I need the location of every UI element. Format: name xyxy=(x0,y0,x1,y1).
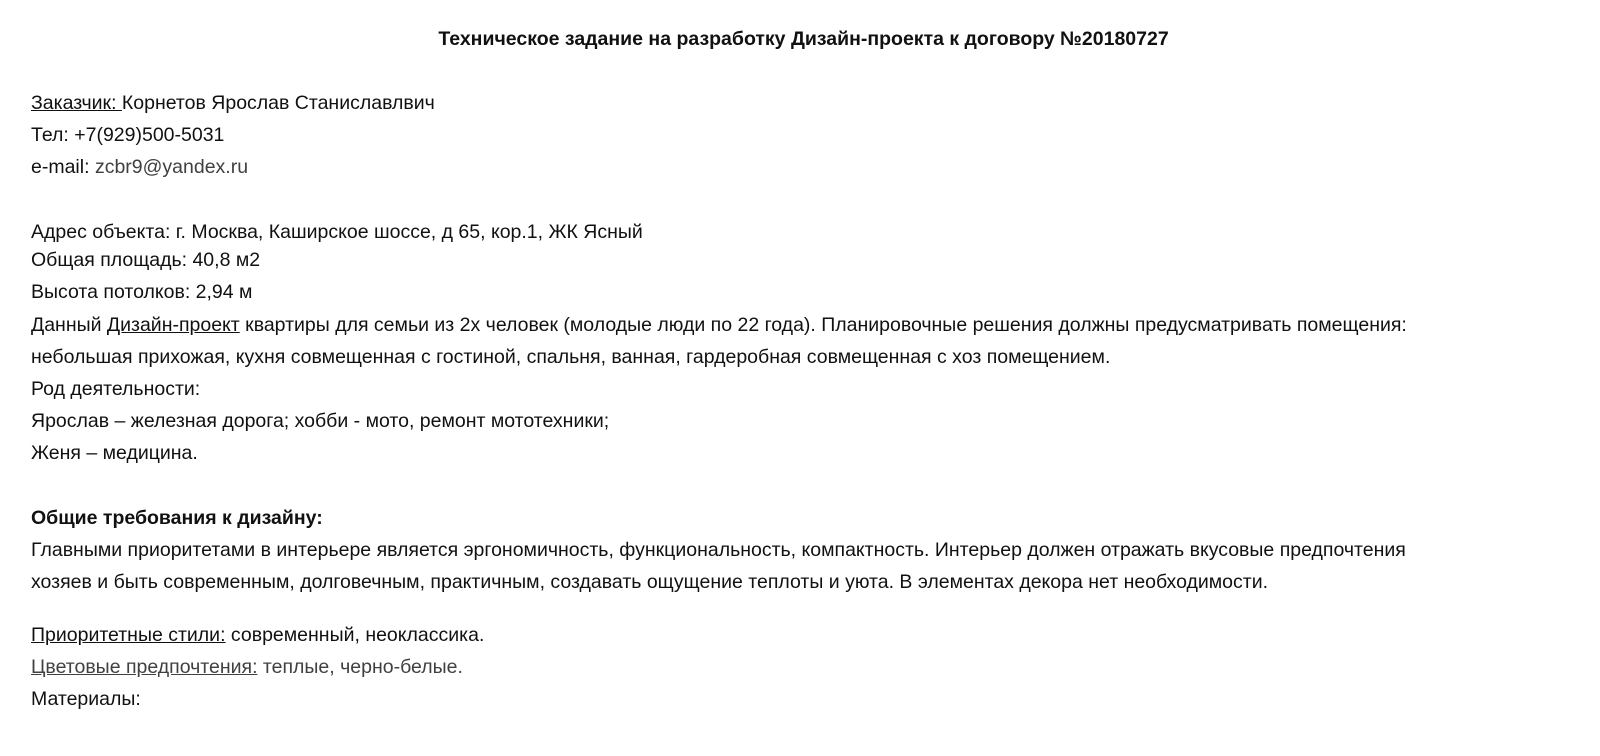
description-start: Данный xyxy=(31,314,107,336)
object-ceiling: Высота потолков: 2,94 м xyxy=(31,281,253,303)
requirements-paragraph-2: хозяев и быть современным, долговечным, практичным, создавать ощущение теплоты и уюта. В элементах декора нет необходимости. xyxy=(31,571,1269,593)
description-rest: квартиры для семьи из 2х человек (молодые люди по 22 года). Планировочные решения должны предусматривать помещения: xyxy=(239,314,1407,336)
customer-label: Заказчик: xyxy=(31,92,122,114)
occupation-1: Ярослав – железная дорога; хобби - мото, ремонт мототехники; xyxy=(31,410,610,432)
customer-email-line xyxy=(31,155,248,179)
customer-name: Корнетов Ярослав Станиславлвич xyxy=(121,92,435,114)
styles-value: современный, неоклассика. xyxy=(225,624,485,646)
document-title: Техническое задание на разработку Дизайн-проекта к договору №20180727 xyxy=(438,28,1169,50)
customer-line xyxy=(31,91,435,115)
email-value: zcbr9@yandex.ru xyxy=(94,156,249,178)
requirements-paragraph-1: Главными приоритетами в интерьере является эргономичность, функциональность, компактность. Интерьер должен отражать вкусовые предпочтения xyxy=(31,539,1406,561)
email-label: e-mail: xyxy=(31,156,95,178)
materials-label: Материалы: xyxy=(31,688,141,710)
customer-phone: Тел: +7(929)500-5031 xyxy=(31,124,225,146)
description-paragraph-2: небольшая прихожая, кухня совмещенная с гостиной, спальня, ванная, гардеробная совмещенная с хоз помещением. xyxy=(31,346,1111,368)
colors-value: теплые, черно-белые. xyxy=(257,656,463,678)
requirements-heading: Общие требования к дизайну: xyxy=(31,507,323,529)
styles-line xyxy=(31,623,484,647)
object-address: Адрес объекта: г. Москва, Каширское шоссе, д 65, кор.1, ЖК Ясный xyxy=(31,221,643,243)
occupation-2: Женя – медицина. xyxy=(31,442,198,464)
colors-line xyxy=(31,655,463,679)
description-paragraph-1 xyxy=(31,313,1407,337)
styles-label: Приоритетные стили: xyxy=(31,624,226,646)
colors-label: Цветовые предпочтения: xyxy=(31,656,258,678)
design-project-link: Дизайн-проект xyxy=(106,314,240,336)
occupation-label: Род деятельности: xyxy=(31,378,201,400)
object-area: Общая площадь: 40,8 м2 xyxy=(31,249,261,271)
